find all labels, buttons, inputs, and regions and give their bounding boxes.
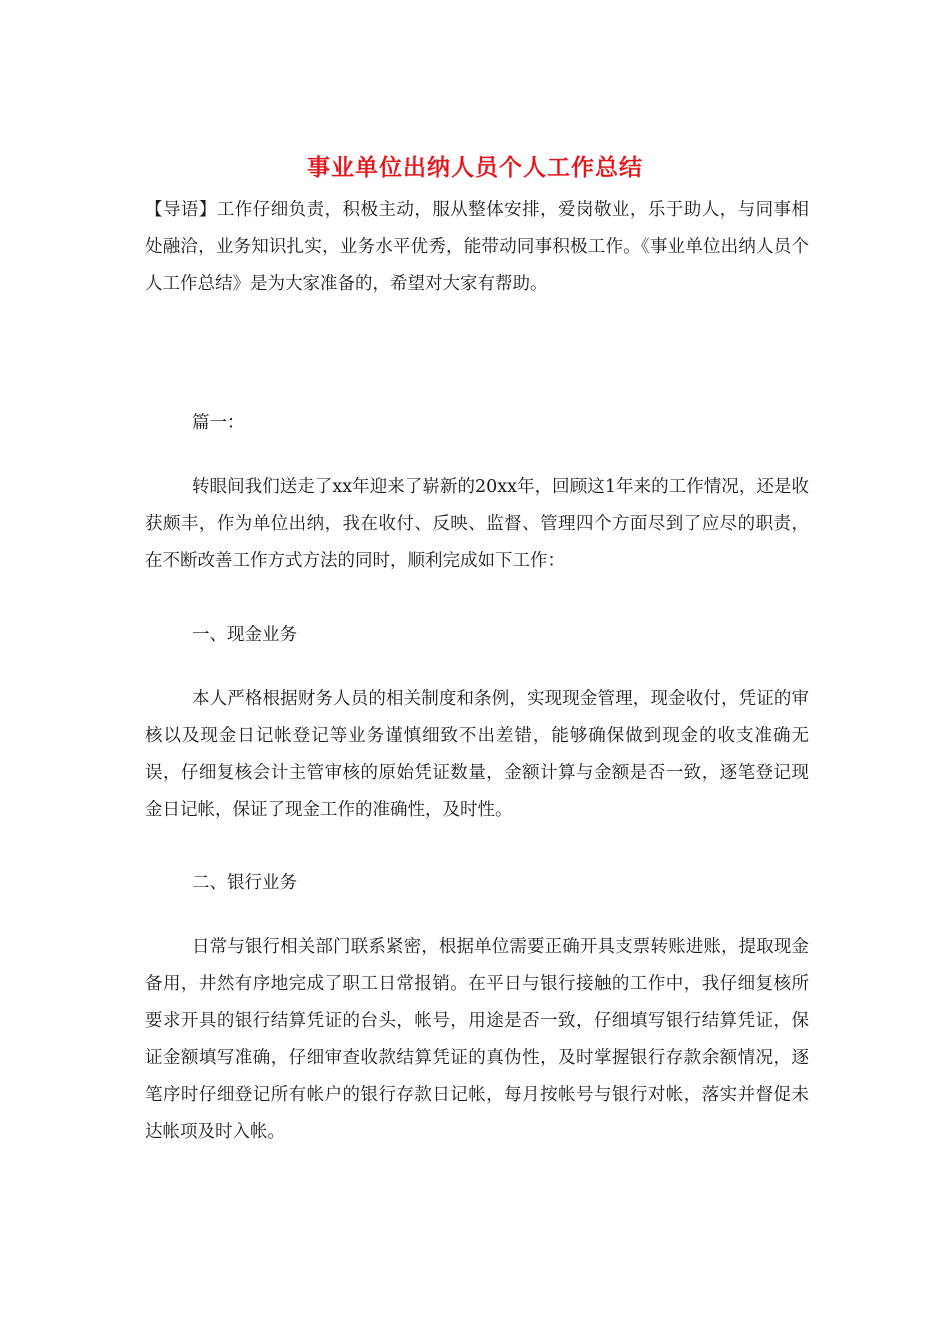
document-title: 事业单位出纳人员个人工作总结 [307,154,643,181]
opening-paragraph: 转眼间我们送走了xx年迎来了崭新的20xx年，回顾这1年来的工作情况，还是收获颇丰，作为单位出纳，我在收付、反映、监督、管理四个方面尽到了应尽的职责，在不断改善工作方式方法的同时，顺利完成如下工作： [145,477,809,571]
cash-business-paragraph: 本人严格根据财务人员的相关制度和条例，实现现金管理，现金收付，凭证的审核以及现金日记帐登记等业务谨慎细致不出差错，能够确保做到现金的收支准确无误，仔细复核会计主管审核的原始凭证数量，金额计算与金额是否一致，逐笔登记现金日记帐，保证了现金工作的准确性，及时性。 [145,689,809,820]
intro-paragraph: 【导语】工作仔细负责，积极主动，服从整体安排，爱岗敬业，乐于助人，与同事相处融洽，业务知识扎实，业务水平优秀，能带动同事积极工作。《事业单位出纳人员个人工作总结》是为大家准备的，希望对大家有帮助。 [145,200,809,294]
heading-cash-business: 一、现金业务 [192,625,297,645]
heading-bank-business: 二、银行业务 [192,873,297,893]
bank-business-paragraph: 日常与银行相关部门联系紧密，根据单位需要正确开具支票转账进账，提取现金备用，井然有序地完成了职工日常报销。在平日与银行接触的工作中，我仔细复核所要求开具的银行结算凭证的台头，帐号，用途是否一致，仔细填写银行结算凭证，保证金额填写准确，仔细审查收款结算凭证的真伪性，及时掌握银行存款余额情况，逐笔序时仔细登记所有帐户的银行存款日记帐，每月按帐号与银行对帐，落实并督促未达帐项及时入帐。 [145,937,809,1142]
section-label: 篇一： [192,413,245,433]
